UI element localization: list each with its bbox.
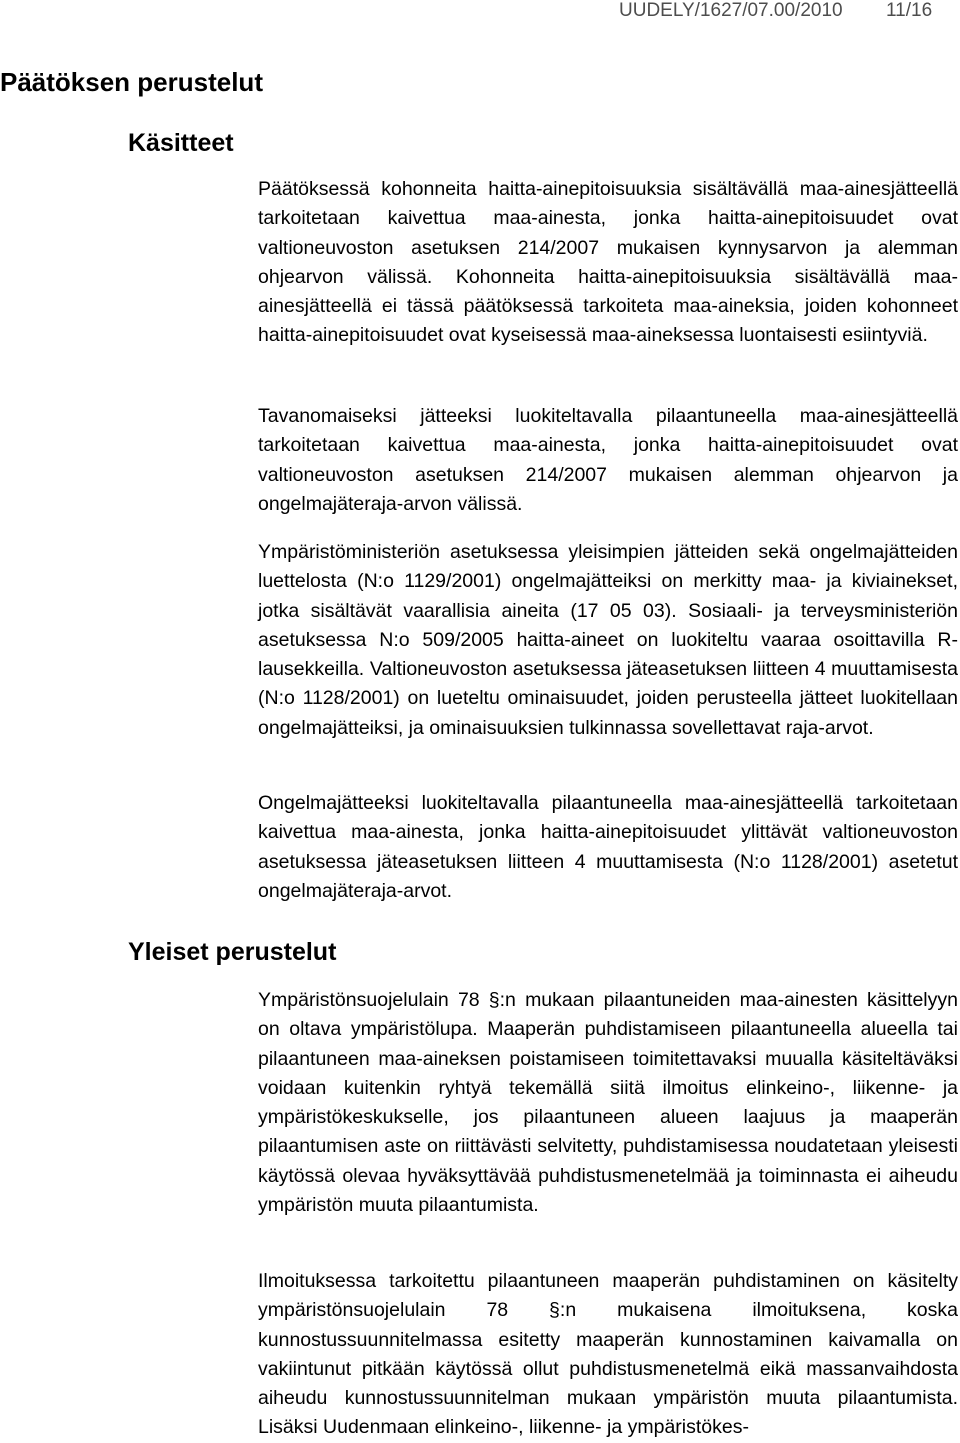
- document-reference-number: UUDELY/1627/07.00/2010: [619, 0, 843, 21]
- paragraph-kasitteet-1: Päätöksessä kohonneita haitta-ainepitoisuuksia sisältävällä maa-ainesjätteellä tarkoitetaan kaivettua maa-ainesta, jonka haitta-ainepitoisuudet ovat valtioneuvoston asetuksen 214/2007 mukaisen kynnysarvon ja alemman ohjearvon välissä. Kohonneita haitta-ainepitoisuuksia sisältävällä maa-ainesjätteellä ei tässä päätöksessä tarkoiteta maa-aineksia, joiden kohonneet haitta-ainepitoisuudet ovat kyseisessä maa-aineksessa luontaisesti esiintyviä.: [258, 178, 958, 347]
- paragraph-kasitteet-2: Tavanomaiseksi jätteeksi luokiteltavalla pilaantuneella maa-ainesjätteellä tarkoitetaan kaivettua maa-ainesta, jonka haitta-ainepitoisuudet ovat valtioneuvoston asetuksen 214/2007 mukaisen alemman ohjearvon ja ongelmajäteraja-arvon välissä.: [258, 405, 958, 515]
- paragraph-yleiset-1: Ympäristönsuojelulain 78 §:n mukaan pilaantuneiden maa-ainesten käsittelyyn on oltava ympäristölupa. Maaperän puhdistamiseen pilaantuneella alueella tai pilaantuneen maa-aineksen poistamiseen toimitettavaksi muualla käsiteltäväksi voidaan kuitenkin ryhtyä tekemällä siitä ilmoitus elinkeino-, liikenne- ja ympäristökeskukselle, jos pilaantuneen alueen laajuus ja maaperän pilaantumisen aste on riittävästi selvitetty, puhdistamisessa noudatetaan yleisesti käytössä olevaa hyväksyttävää puhdistusmenetelmää ja toiminnasta ei aiheudu ympäristön muuta pilaantumista.: [258, 989, 958, 1217]
- paragraph-yleiset-2: Ilmoituksessa tarkoitettu pilaantuneen maaperän puhdistaminen on käsitelty ympäristönsuojelulain 78 §:n mukaisena ilmoituksena, koska kunnostussuunnitelmassa esitetty maaperän kunnostaminen kaivamalla on vakiintunut pitkään käytössä ollut puhdistusmenetelmä eikä massanvaihdosta aiheudu kunnostussuunnitelman mukaan ympäristön muuta pilaantumista. Lisäksi Uudenmaan elinkeino-, liikenne- ja ympäristökes-: [258, 1270, 958, 1439]
- paragraph-kasitteet-3: Ympäristöministeriön asetuksessa yleisimpien jätteiden sekä ongelmajätteiden luettelosta (N:o 1129/2001) ongelmajätteiksi on merkitty maa- ja kiviainekset, jotka sisältävät vaarallisia aineita (17 05 03). Sosiaali- ja terveysministeriön asetuksessa N:o 509/2005 haitta-aineet on luokiteltu vaaraa osoittavilla R-lausekkeilla. Valtioneuvoston asetuksessa jäteasetuksen liitteen 4 muuttamisesta (N:o 1128/2001) on lueteltu ominaisuudet, joiden perusteella jätteet luokitellaan ongelmajätteiksi, ja ominaisuuksien tulkinnassa sovellettavat raja-arvot.: [258, 541, 958, 739]
- section-heading-yleiset-perustelut: Yleiset perustelut: [128, 938, 337, 966]
- paragraph-kasitteet-4: Ongelmajätteeksi luokiteltavalla pilaantuneella maa-ainesjätteellä tarkoitetaan kaivettua maa-ainesta, jonka haitta-ainepitoisuudet ylittävät valtioneuvoston asetuksessa jäteasetuksen liitteen 4 muuttamisesta (N:o 1128/2001) asetetut ongelmajäteraja-arvot.: [258, 792, 958, 902]
- section-heading-kasitteet: Käsitteet: [128, 129, 234, 157]
- page-title: Päätöksen perustelut: [0, 67, 263, 97]
- page-number: 11/16: [886, 0, 933, 21]
